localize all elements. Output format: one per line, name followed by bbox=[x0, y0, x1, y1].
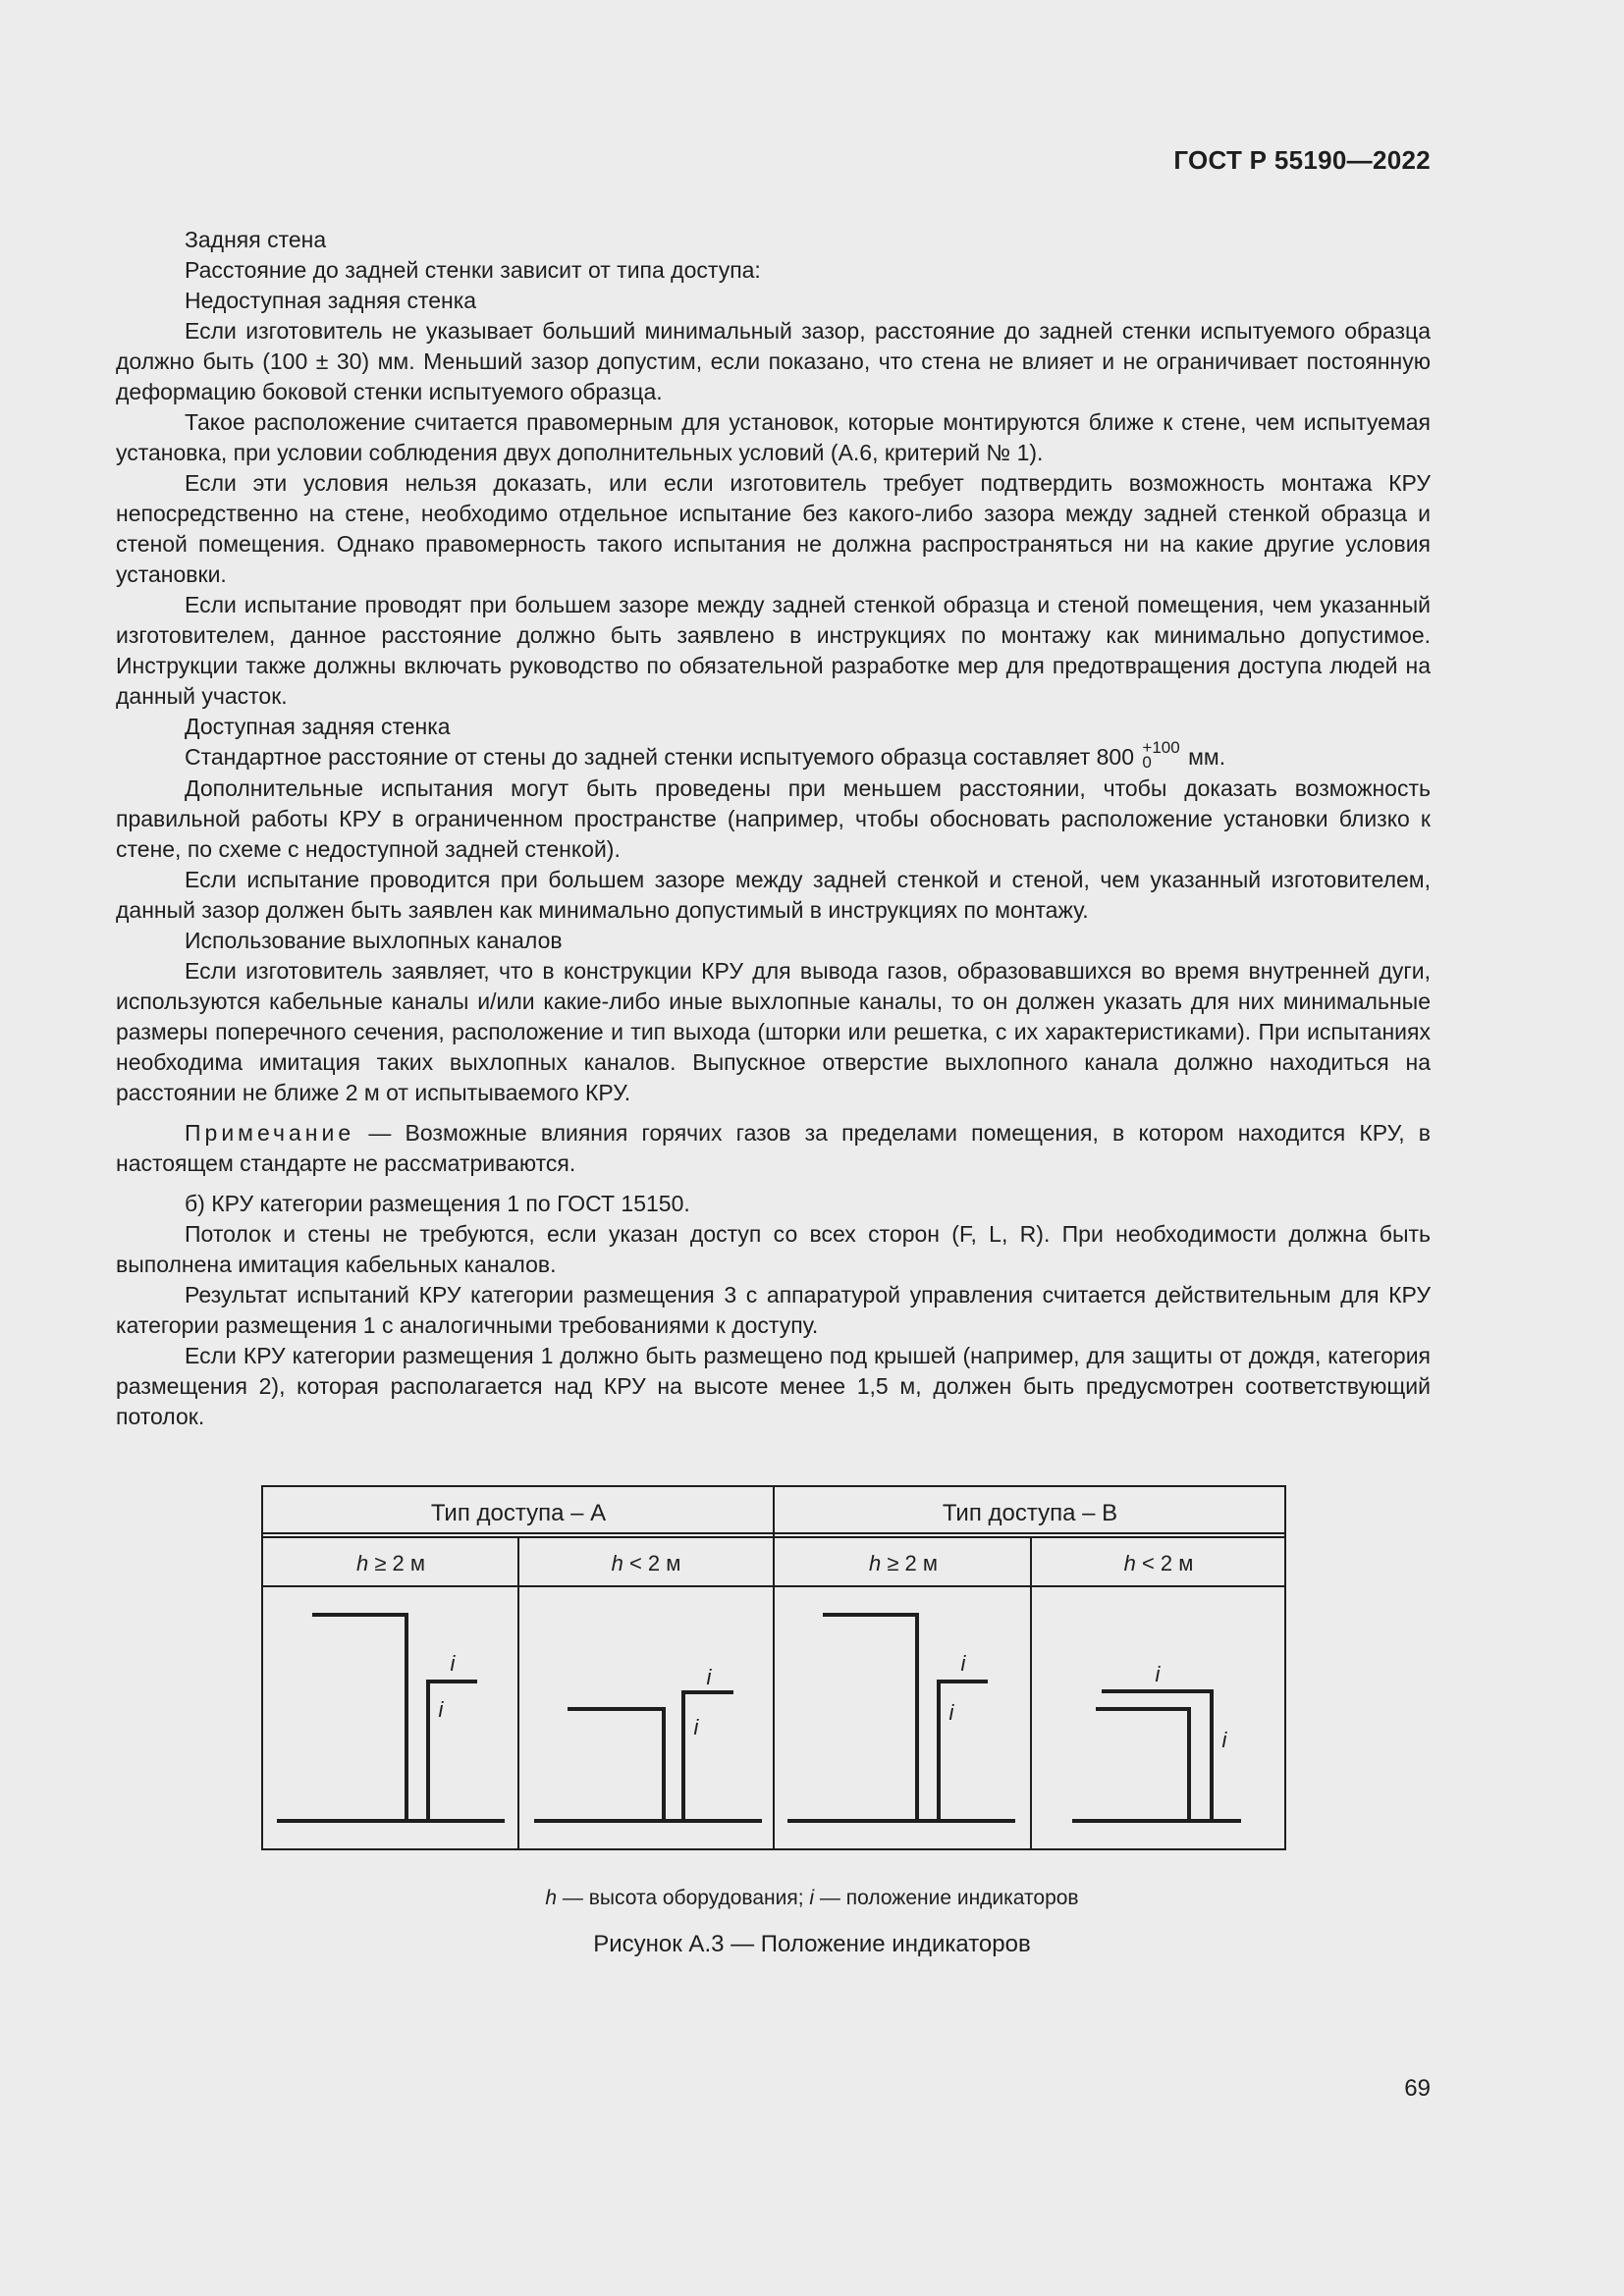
paragraph: Если испытание проводится при большем зазоре между задней стенкой и стеной, чем указанный изготовителем, данный зазор должен быть заявлен как минимально допустимый в инструкциях по монтажу. bbox=[116, 866, 1431, 923]
legend-i-text: — положение индикаторов bbox=[814, 1887, 1079, 1909]
indicator-label: i bbox=[438, 1697, 444, 1722]
std-distance-suffix: мм. bbox=[1188, 744, 1226, 770]
document-header: ГОСТ Р 55190—2022 bbox=[1173, 145, 1431, 175]
indicator-label: i bbox=[693, 1715, 699, 1739]
group-a-label: Тип доступа – А bbox=[430, 1500, 607, 1526]
legend-h: h bbox=[545, 1887, 558, 1909]
figure-caption: Рисунок А.3 — Положение индикаторов bbox=[593, 1931, 1031, 1957]
tolerance-lower: 0 bbox=[1142, 752, 1152, 772]
legend-i: i bbox=[809, 1887, 815, 1909]
indicator-label: i bbox=[1155, 1662, 1161, 1686]
indicator-label: i bbox=[1221, 1728, 1227, 1752]
col-label-a-tall: h ≥ 2 м bbox=[355, 1551, 426, 1575]
paragraph: Если эти условия нельзя доказать, или если изготовитель требует подтвердить возможность монтажа КРУ непосредственно на стене, необходимо отдельное испытание без какого-либо зазора между задней стенкой образца и стеной помещения. Однако правомерность такого испытания не должна распространяться ни на какие другие условия установки. bbox=[116, 470, 1431, 587]
paragraph: Доступная задняя стенка bbox=[185, 714, 451, 739]
cell-b-tall bbox=[787, 1615, 1015, 1821]
legend-h-text: — высота оборудования; bbox=[557, 1887, 810, 1909]
indicator-label: i bbox=[948, 1700, 954, 1725]
note bbox=[116, 1118, 1431, 1179]
paragraph: Если изготовитель не указывает больший минимальный зазор, расстояние до задней стенки испытуемого образца должно быть (100 ± 30) мм. Меньший зазор допустим, если показано, что стена не влияет и не ограничивает постоянную деформацию боковой стенки испытуемого образца. bbox=[116, 318, 1431, 404]
tolerance-upper: +100 bbox=[1142, 737, 1180, 757]
col-label-b-tall: h ≥ 2 м bbox=[868, 1551, 939, 1575]
paragraph: Результат испытаний КРУ категории размещения 3 с аппаратурой управления считается действительным для КРУ категории размещения 1 с аналогичными требованиями к доступу. bbox=[116, 1281, 1431, 1338]
note-label: Примечание bbox=[185, 1119, 355, 1146]
paragraph: Такое расположение считается правомерным для установок, которые монтируются ближе к стене, чем испытуемая установка, при условии соблюдения двух дополнительных условий (А.6, критерий № 1). bbox=[116, 409, 1431, 465]
col-label-a-short: h < 2 м bbox=[611, 1551, 681, 1575]
cell-a-short bbox=[534, 1692, 762, 1821]
paragraph: Задняя стена bbox=[185, 227, 327, 252]
page-number: 69 bbox=[1404, 2075, 1431, 2102]
paragraph: Расстояние до задней стенки зависит от типа доступа: bbox=[185, 257, 761, 283]
tolerance bbox=[1142, 737, 1180, 772]
indicator-frame bbox=[683, 1692, 733, 1821]
paragraph: Недоступная задняя стенка bbox=[185, 288, 477, 313]
paragraph: Если испытание проводят при большем зазоре между задней стенкой образца и стеной помещения, чем указанный изготовителем, данное расстояние должно быть заявлено в инструкциях по монтажу как минимально допустимое. Инструкции также должны включать руководство по обязательной разработке мер для предотвращения доступа людей на данный участок. bbox=[116, 592, 1431, 709]
equipment-outline bbox=[823, 1615, 917, 1821]
cell-b-short bbox=[1072, 1691, 1241, 1821]
equipment-outline bbox=[312, 1615, 406, 1821]
note-text: — Возможные влияния горячих газов за пределами помещения, в котором находится КРУ, в настоящем стандарте не рассматриваются. bbox=[116, 1119, 1431, 1176]
indicator-label: i bbox=[706, 1665, 712, 1689]
equipment-outline bbox=[568, 1709, 664, 1821]
figure-legend bbox=[0, 1887, 1624, 1910]
col-label-b-short: h < 2 м bbox=[1123, 1551, 1194, 1575]
std-distance-prefix: Стандартное расстояние от стены до задней стенки испытуемого образца составляет 800 bbox=[185, 744, 1135, 770]
indicator-frame bbox=[939, 1682, 988, 1821]
equipment-outline bbox=[1096, 1709, 1189, 1821]
indicator-frame bbox=[428, 1682, 477, 1821]
cell-a-tall bbox=[277, 1615, 505, 1821]
group-b-label: Тип доступа – В bbox=[942, 1500, 1118, 1526]
body-text bbox=[116, 225, 1431, 1432]
indicator-label: i bbox=[960, 1651, 966, 1676]
figure-a3 bbox=[261, 1485, 1286, 1850]
paragraph: Если КРУ категории размещения 1 должно быть размещено под крышей (например, для защиты от дождя, категория размещения 2), которая располагается над КРУ на высоте менее 1,5 м, должен быть предусмотрен соответствующий потолок. bbox=[116, 1342, 1431, 1429]
paragraph: Дополнительные испытания могут быть проведены при меньшем расстоянии, чтобы доказать возможность правильной работы КРУ в ограниченном пространстве (например, чтобы обосновать расположение установки близко к стене, по схеме с недоступной задней стенкой). bbox=[116, 774, 1431, 862]
std-distance-paragraph bbox=[116, 737, 1431, 774]
paragraph: б) КРУ категории размещения 1 по ГОСТ 15150. bbox=[185, 1190, 690, 1216]
indicator-label: i bbox=[450, 1651, 456, 1676]
paragraph: Если изготовитель заявляет, что в конструкции КРУ для вывода газов, образовавшихся во время внутренней дуги, используются кабельные каналы и/или какие-либо иные выхлопные каналы, то он должен указать для них минимальные размеры поперечного сечения, расположение и тип выхода (шторки или решетка, с их характеристиками). При испытаниях необходима имитация таких выхлопных каналов. Выпускное отверстие выхлопного канала должно находиться на расстоянии не ближе 2 м от испытываемого КРУ. bbox=[116, 957, 1431, 1105]
paragraph: Использование выхлопных каналов bbox=[185, 927, 563, 953]
paragraph: Потолок и стены не требуются, если указан доступ со всех сторон (F, L, R). При необходимости должна быть выполнена имитация кабельных каналов. bbox=[116, 1220, 1431, 1277]
